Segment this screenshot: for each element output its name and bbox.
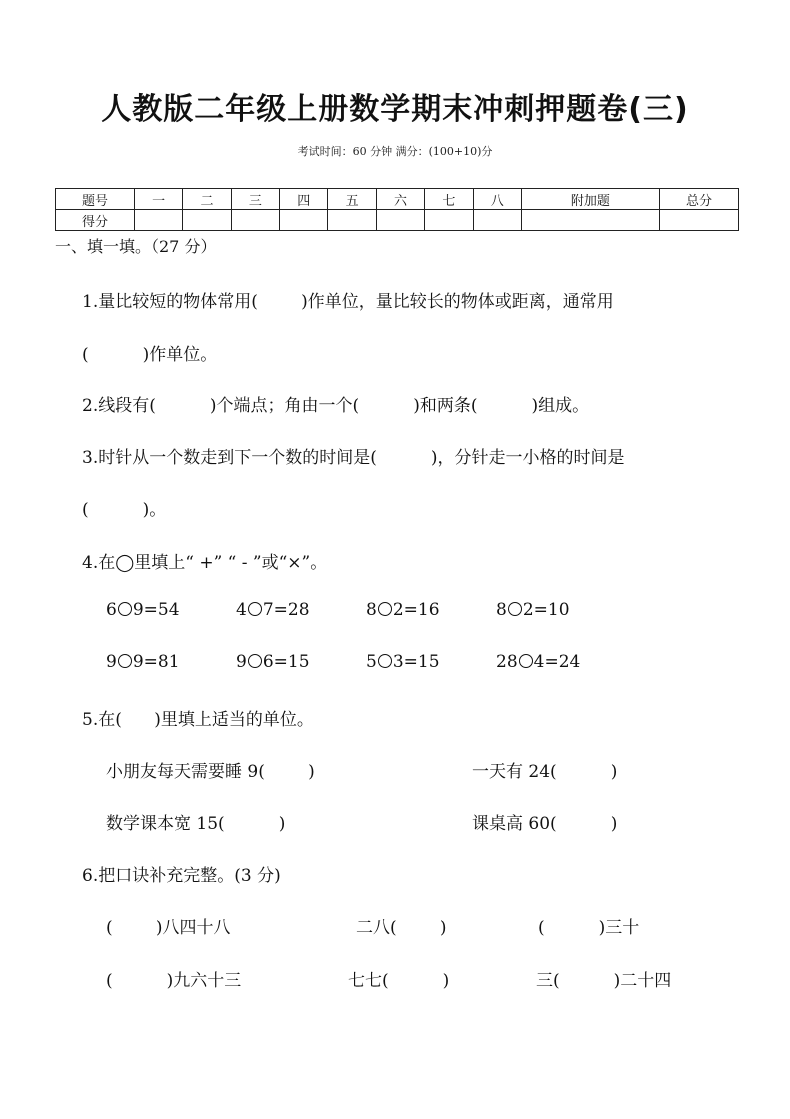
score-cell: 题号 xyxy=(56,189,135,210)
unit-item: 课桌高 60( ) xyxy=(472,814,618,834)
question-4: 4.在◯里填上“ +” “ - ”或“×”。 xyxy=(82,553,328,573)
equation-right: 7=28 xyxy=(262,600,310,620)
equation-item xyxy=(366,600,440,620)
equation-item xyxy=(366,652,440,672)
section-heading: 一、填一填。（27 分） xyxy=(55,237,217,256)
score-cell: 附加题 xyxy=(521,189,659,210)
question-2: 2.线段有( )个端点；角由一个( )和两条( )组成。 xyxy=(82,396,590,416)
score-table xyxy=(55,188,739,231)
operator-circle[interactable] xyxy=(118,602,132,616)
operator-circle[interactable] xyxy=(508,602,522,616)
equation-item xyxy=(496,652,580,672)
rhyme-item: 二八( ) xyxy=(356,918,447,938)
rhyme-item: 七七( ) xyxy=(348,971,450,991)
score-cell: 六 xyxy=(376,189,424,210)
score-cell: 一 xyxy=(135,189,183,210)
score-table-score-row xyxy=(56,210,739,231)
equation-right: 2=16 xyxy=(392,600,440,620)
rhyme-item: ( )九六十三 xyxy=(106,971,242,991)
equation-left: 9 xyxy=(236,652,247,672)
equation-left: 6 xyxy=(106,600,117,620)
exam-meta: 考试时间：60 分钟 满分：(100+10)分 xyxy=(297,145,493,158)
score-cell: 三 xyxy=(231,189,279,210)
question-1-line-2: ( )作单位。 xyxy=(82,345,218,365)
operator-circle[interactable] xyxy=(248,654,262,668)
equation-item xyxy=(106,600,180,620)
rhyme-item: ( )八四十八 xyxy=(106,918,231,938)
equation-left: 5 xyxy=(366,652,377,672)
question-3-line-1: 3.时针从一个数走到下一个数的时间是( )，分针走一小格的时间是 xyxy=(82,448,625,468)
equation-item xyxy=(236,600,310,620)
score-input-cell[interactable] xyxy=(425,210,473,231)
question-6: 6.把口诀补充完整。(3 分) xyxy=(82,866,281,886)
score-input-cell[interactable] xyxy=(135,210,183,231)
score-input-cell[interactable] xyxy=(376,210,424,231)
score-input-cell[interactable] xyxy=(280,210,328,231)
score-cell: 总分 xyxy=(660,189,739,210)
score-input-cell[interactable] xyxy=(660,210,739,231)
equation-left: 28 xyxy=(496,652,518,672)
score-cell: 八 xyxy=(473,189,521,210)
operator-circle[interactable] xyxy=(378,602,392,616)
question-5: 5.在( )里填上适当的单位。 xyxy=(82,710,314,730)
equation-right: 2=10 xyxy=(522,600,570,620)
score-cell: 四 xyxy=(280,189,328,210)
score-input-cell[interactable] xyxy=(328,210,376,231)
equation-left: 4 xyxy=(236,600,247,620)
operator-circle[interactable] xyxy=(248,602,262,616)
equation-right: 4=24 xyxy=(533,652,581,672)
score-cell: 二 xyxy=(183,189,231,210)
score-input-cell[interactable] xyxy=(231,210,279,231)
operator-circle[interactable] xyxy=(519,654,533,668)
score-cell: 得分 xyxy=(56,210,135,231)
score-input-cell[interactable] xyxy=(473,210,521,231)
question-1-line-1: 1.量比较短的物体常用( )作单位，量比较长的物体或距离，通常用 xyxy=(82,292,614,312)
equation-right: 6=15 xyxy=(262,652,310,672)
question-3-line-2: ( )。 xyxy=(82,500,167,520)
equation-item xyxy=(236,652,310,672)
score-input-cell[interactable] xyxy=(521,210,659,231)
unit-item: 小朋友每天需要睡 9( ) xyxy=(106,762,315,782)
equation-item xyxy=(496,600,570,620)
operator-circle[interactable] xyxy=(118,654,132,668)
page-title: 人教版二年级上册数学期末冲刺押题卷(三) xyxy=(101,92,689,127)
equation-left: 9 xyxy=(106,652,117,672)
equation-item xyxy=(106,652,180,672)
equation-left: 8 xyxy=(496,600,507,620)
rhyme-item: 三( )二十四 xyxy=(536,971,672,991)
score-cell: 五 xyxy=(328,189,376,210)
equation-right: 9=81 xyxy=(132,652,180,672)
score-cell: 七 xyxy=(425,189,473,210)
score-table-header-row xyxy=(56,189,739,210)
equation-left: 8 xyxy=(366,600,377,620)
equation-right: 9=54 xyxy=(132,600,180,620)
rhyme-item: ( )三十 xyxy=(538,918,640,938)
score-input-cell[interactable] xyxy=(183,210,231,231)
unit-item: 数学课本宽 15( ) xyxy=(106,814,286,834)
operator-circle[interactable] xyxy=(378,654,392,668)
equation-right: 3=15 xyxy=(392,652,440,672)
unit-item: 一天有 24( ) xyxy=(472,762,618,782)
